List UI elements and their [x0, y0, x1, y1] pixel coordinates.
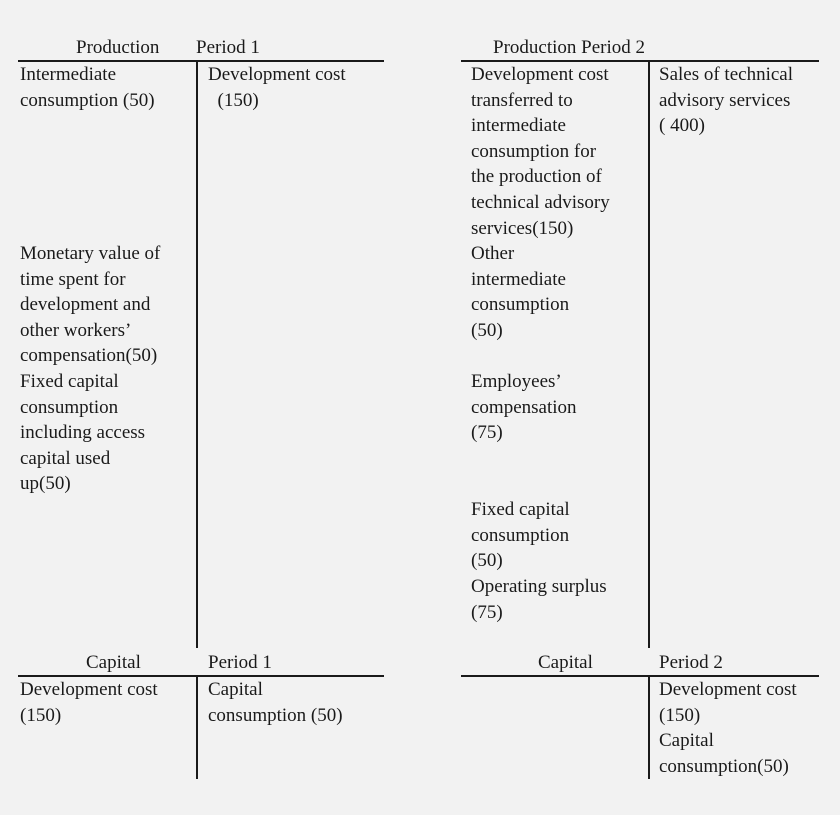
capital-p1-header-right: Period 1 [208, 652, 272, 673]
capital-p2-right-block1 [659, 677, 797, 779]
production-p1-header-right: Period 1 [196, 37, 260, 58]
text-line: up(50) [20, 473, 71, 495]
capital-p2-header-left: Capital [538, 652, 593, 673]
production-p2-right-block1 [659, 62, 793, 139]
text-line: (150) [208, 89, 259, 111]
text-line: Capital [659, 730, 714, 752]
text-line: compensation [471, 396, 577, 418]
text-line: services(150) [471, 217, 574, 239]
production-p2-left-block5 [471, 574, 607, 625]
text-line: including access [20, 422, 146, 444]
text-line: capital used [20, 447, 111, 469]
text-line: (150) [659, 704, 701, 726]
text-line: advisory services [659, 89, 791, 111]
production-p2-divider [648, 60, 650, 648]
capital-p1-header-left: Capital [86, 652, 141, 673]
text-line: Capital [208, 679, 263, 700]
text-line: Monetary value of [20, 243, 161, 264]
text-line: (50) [471, 550, 503, 572]
text-line: consumption [471, 524, 570, 546]
text-line: Fixed capital [20, 371, 119, 392]
text-line: the production of [471, 166, 602, 188]
text-line: consumption for [471, 140, 597, 162]
production-p2-left-block3 [471, 369, 577, 446]
production-p1-left-block1 [20, 62, 155, 113]
text-line: Operating surplus [471, 576, 607, 597]
capital-p2-divider [648, 675, 650, 779]
text-line: (150) [20, 704, 62, 726]
production-p1-left-block2 [20, 241, 160, 369]
production-p2-left-block1 [471, 62, 610, 241]
capital-p1-divider [196, 675, 198, 779]
text-line: transferred to [471, 89, 573, 111]
production-p1-header-left: Production [76, 37, 160, 58]
text-line: Other [471, 243, 515, 264]
production-p1-left-block3 [20, 369, 145, 497]
text-line: Fixed capital [471, 499, 570, 520]
text-line: consumption [471, 294, 570, 316]
text-line: Sales of technical [659, 64, 794, 85]
text-line: Development cost [659, 679, 797, 700]
capital-p1-right-block1 [208, 677, 343, 728]
text-line: Development cost [208, 64, 346, 85]
text-line: Development cost [471, 64, 609, 85]
text-line: consumption (50) [208, 704, 343, 726]
text-line: compensation(50) [20, 345, 158, 367]
text-line: Development cost [20, 679, 158, 700]
production-p2-left-block4 [471, 497, 570, 574]
production-p2-header: Production Period 2 [493, 37, 645, 58]
production-p2-left-block2 [471, 241, 569, 343]
text-line: Employees’ [471, 371, 562, 392]
text-line: (75) [471, 601, 503, 623]
text-line: (75) [471, 422, 503, 444]
text-line: consumption(50) [659, 755, 789, 777]
text-line: intermediate [471, 268, 566, 290]
capital-p1-left-block1 [20, 677, 158, 728]
production-p1-right-block1 [208, 62, 346, 113]
text-line: technical advisory [471, 191, 610, 213]
text-line: development and [20, 294, 151, 316]
text-line: Intermediate [20, 64, 117, 85]
text-line: intermediate [471, 115, 566, 137]
text-line: consumption [20, 396, 119, 418]
text-line: consumption (50) [20, 89, 155, 111]
text-line: ( 400) [659, 115, 705, 137]
text-line: time spent for [20, 268, 126, 290]
text-line: (50) [471, 319, 503, 341]
production-p1-divider [196, 60, 198, 648]
text-line: other workers’ [20, 319, 132, 341]
capital-p2-header-right: Period 2 [659, 652, 723, 673]
